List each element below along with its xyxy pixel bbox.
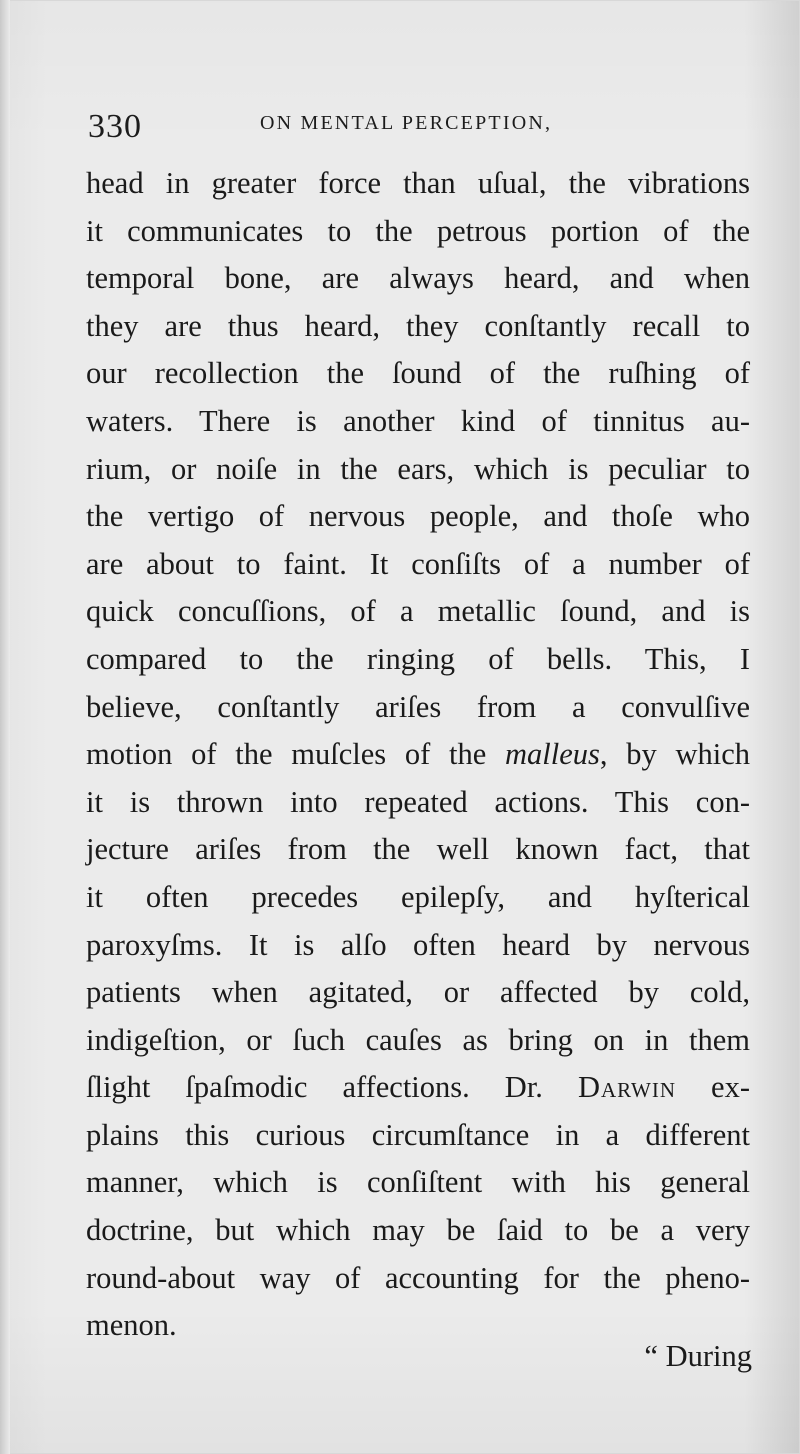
- text-line: compared to the ringing of bells. This, I: [86, 641, 750, 676]
- page-number: 330: [88, 108, 142, 145]
- text-line: jecture ariſes from the well known fact, that: [86, 832, 750, 867]
- running-head: ON MENTAL PERCEPTION,: [260, 112, 553, 134]
- text-line: temporal bone, are always heard, and when: [86, 261, 750, 296]
- page-gutter-shadow: [0, 0, 10, 1454]
- text-line: motion of the muſcles of the malleus, by which: [86, 737, 750, 772]
- text-line: believe, conſtantly ariſes from a convulſive: [86, 689, 750, 724]
- text-line: manner, which is conſiſtent with his general: [86, 1165, 750, 1200]
- author-name: Darwin: [577, 1070, 677, 1105]
- text-line: it communicates to the petrous portion of the: [86, 213, 750, 248]
- text-line: our recollection the ſound of the ruſhing of: [86, 356, 750, 391]
- text-line: ſlight ſpaſmodic affections. Dr. Darwin ex-: [86, 1070, 751, 1105]
- text-line: the vertigo of nervous people, and thoſe who: [86, 499, 750, 534]
- text-line: waters. There is another kind of tinnitus au-: [86, 403, 750, 438]
- text-line: it often precedes epilepſy, and hyſterical: [86, 879, 750, 914]
- text-line: quick concuſſions, of a metallic ſound, and is: [86, 594, 750, 629]
- text-line: menon.: [86, 1308, 177, 1343]
- text-line: patients when agitated, or affected by cold,: [86, 975, 750, 1010]
- text-line: round-about way of accounting for the pheno-: [86, 1260, 750, 1295]
- text-line: plains this curious circumſtance in a different: [86, 1117, 750, 1152]
- text-line: are about to faint. It conſiſts of a number of: [86, 546, 750, 581]
- text-line: they are thus heard, they conſtantly recall to: [86, 308, 750, 343]
- text-line: it is thrown into repeated actions. This con-: [86, 784, 750, 819]
- text-line: head in greater force than uſual, the vibrations: [86, 166, 750, 200]
- body-text: [86, 160, 750, 1350]
- page-header: [88, 104, 748, 144]
- text-line: rium, or noiſe in the ears, which is peculiar to: [86, 451, 750, 486]
- catchword: “ During: [644, 1339, 752, 1373]
- text-line: paroxyſms. It is alſo often heard by nervous: [86, 927, 750, 962]
- text-line: indigeſtion, or ſuch cauſes as bring on in them: [86, 1022, 750, 1057]
- italic-term: malleus: [504, 737, 600, 772]
- text-line: doctrine, but which may be ſaid to be a very: [86, 1213, 750, 1248]
